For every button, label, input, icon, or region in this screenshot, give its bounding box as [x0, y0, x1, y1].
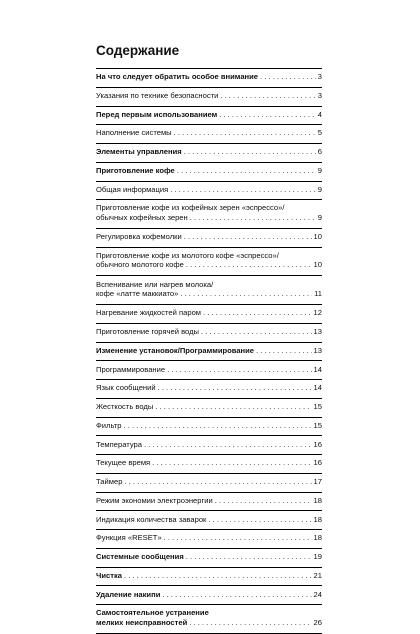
dot-leader — [168, 185, 316, 194]
toc-entry-title-line: Вспенивание или нагрев молока/ — [96, 279, 214, 289]
toc-entry — [96, 510, 322, 529]
dot-leader — [122, 571, 312, 580]
toc-entry-title: Системные сообщения — [96, 552, 184, 561]
toc-entry-title: Перед первым использованием — [96, 109, 218, 119]
dot-leader — [153, 402, 311, 411]
toc-entry-title: Приготовление кофе — [96, 165, 175, 175]
toc-entry-title-line: Приготовление кофе из кофейных зерен «эспрессо»/ — [96, 203, 285, 213]
toc-entry-page: 9 — [317, 165, 322, 175]
toc-entry-title: Наполнение системы — [96, 128, 172, 138]
toc-entry-title: Общая информация — [96, 184, 169, 194]
toc-entry-page: 5 — [317, 128, 322, 138]
dot-leader — [122, 421, 312, 430]
dot-leader — [178, 289, 312, 298]
dot-leader — [182, 147, 316, 156]
toc-entry-page: 3 — [317, 90, 322, 100]
toc-entry — [96, 529, 322, 548]
dot-leader — [213, 496, 312, 505]
toc-entry — [96, 143, 322, 162]
toc-entry-page: 13 — [313, 327, 322, 336]
toc-entry-page: 24 — [313, 589, 322, 599]
dot-leader — [184, 552, 312, 561]
toc-entry-page: 18 — [313, 495, 322, 505]
dot-leader — [182, 232, 312, 241]
toc-entry-title: Приготовление горячей воды — [96, 327, 199, 336]
toc-entry — [96, 124, 322, 143]
dot-leader — [122, 477, 311, 486]
toc-entry-page: 17 — [313, 477, 322, 486]
toc-entry-page: 18 — [313, 533, 322, 543]
dot-leader — [162, 533, 312, 542]
toc-entry — [96, 435, 322, 454]
toc-entry — [96, 162, 322, 181]
toc-entry — [96, 567, 322, 586]
toc-entry — [96, 304, 322, 323]
toc-entry-title: Указания по технике безопасности — [96, 90, 219, 100]
toc-entry-title: Нагревание жидкостей паром — [96, 308, 202, 318]
toc-entry — [96, 247, 322, 276]
dot-leader — [199, 327, 312, 336]
toc-entry — [96, 398, 322, 417]
toc-entry — [96, 342, 322, 361]
toc-entry — [96, 492, 322, 511]
toc-entry-page: 19 — [313, 552, 322, 561]
dot-leader — [175, 166, 316, 175]
toc-entry-title: Элементы управления — [96, 147, 182, 157]
toc-entry-title: Фильтр — [96, 420, 122, 430]
toc-entry-title: На что следует обратить особое внимание — [96, 72, 259, 82]
toc-entry — [96, 228, 322, 247]
toc-entry — [96, 106, 322, 125]
dot-leader — [187, 618, 311, 627]
toc-entry-page: 16 — [313, 439, 322, 449]
toc-entry-title: обычного молотого кофе — [96, 260, 184, 270]
toc-entry-title: Индикация количества заварок — [96, 514, 207, 524]
dot-leader — [218, 91, 315, 100]
table-of-contents — [96, 68, 322, 634]
toc-entry-page: 9 — [317, 184, 322, 194]
dot-leader — [172, 128, 316, 137]
dot-leader — [156, 383, 312, 392]
dot-leader — [206, 515, 311, 524]
toc-entry-title: Изменение установок/Программирование — [96, 345, 255, 355]
toc-entry-title: мелких неисправностей — [96, 617, 188, 627]
toc-entry-page: 14 — [313, 383, 322, 393]
toc-entry — [96, 323, 322, 342]
toc-entry-page: 15 — [313, 420, 322, 430]
toc-entry-title: Таймер — [96, 477, 123, 486]
dot-leader — [142, 440, 312, 449]
toc-entry-page: 18 — [313, 514, 322, 524]
toc-entry-page: 26 — [313, 617, 322, 627]
toc-entry-title-line: Приготовление кофе из молотого кофе «эспрессо»/ — [96, 250, 279, 260]
dot-leader — [201, 308, 312, 317]
toc-entry — [96, 360, 322, 379]
dot-leader — [165, 365, 311, 374]
dot-leader — [254, 346, 312, 355]
toc-entry-page: 9 — [317, 212, 322, 222]
toc-entry-title: Удаление накипи — [96, 589, 161, 599]
toc-entry — [96, 199, 322, 228]
dot-leader — [258, 72, 316, 81]
toc-entry — [96, 275, 322, 304]
dot-leader — [188, 213, 316, 222]
toc-entry-title: Регулировка кофемолки — [96, 232, 182, 242]
toc-entry-title: Текущее время — [96, 458, 151, 468]
toc-entry-page: 15 — [313, 402, 322, 411]
toc-entry-title: Функция «RESET» — [96, 533, 162, 543]
page-title: Содержание — [96, 43, 180, 58]
toc-entry-page: 13 — [313, 345, 322, 355]
toc-entry — [96, 87, 322, 106]
dot-leader — [160, 590, 311, 599]
toc-entry-page: 14 — [313, 364, 322, 374]
toc-entry — [96, 379, 322, 398]
toc-entry-title: кофе «латте маккиато» — [96, 288, 179, 298]
dot-leader — [217, 110, 316, 119]
dot-leader — [150, 458, 311, 467]
toc-entry-page: 12 — [313, 308, 322, 318]
toc-entry-title: обычных кофейных зерен — [96, 212, 188, 222]
toc-entry-page: 10 — [313, 232, 322, 242]
toc-entry-title: Язык сообщений — [96, 383, 156, 393]
toc-entry — [96, 68, 322, 87]
toc-entry-page: 16 — [313, 458, 322, 468]
toc-entry-page: 4 — [317, 109, 322, 119]
toc-entry-title-line: Самостоятельное устранение — [96, 608, 209, 618]
toc-entry-title: Программирование — [96, 364, 166, 374]
toc-entry — [96, 473, 322, 492]
toc-entry-page: 6 — [317, 147, 322, 157]
toc-entry-page: 21 — [313, 570, 322, 580]
toc-entry-title: Жесткость воды — [96, 402, 154, 411]
toc-entry-title: Режим экономии электроэнергии — [96, 495, 213, 505]
toc-entry-title: Температура — [96, 439, 142, 449]
toc-entry-page: 3 — [317, 72, 322, 82]
toc-entry-page: 11 — [314, 288, 322, 298]
toc-entry — [96, 181, 322, 200]
dot-leader — [184, 260, 312, 269]
toc-entry — [96, 417, 322, 436]
toc-entry-page: 10 — [313, 260, 322, 270]
toc-entry — [96, 454, 322, 473]
toc-entry — [96, 548, 322, 567]
toc-entry-title: Чистка — [96, 570, 122, 580]
toc-entry — [96, 604, 322, 633]
